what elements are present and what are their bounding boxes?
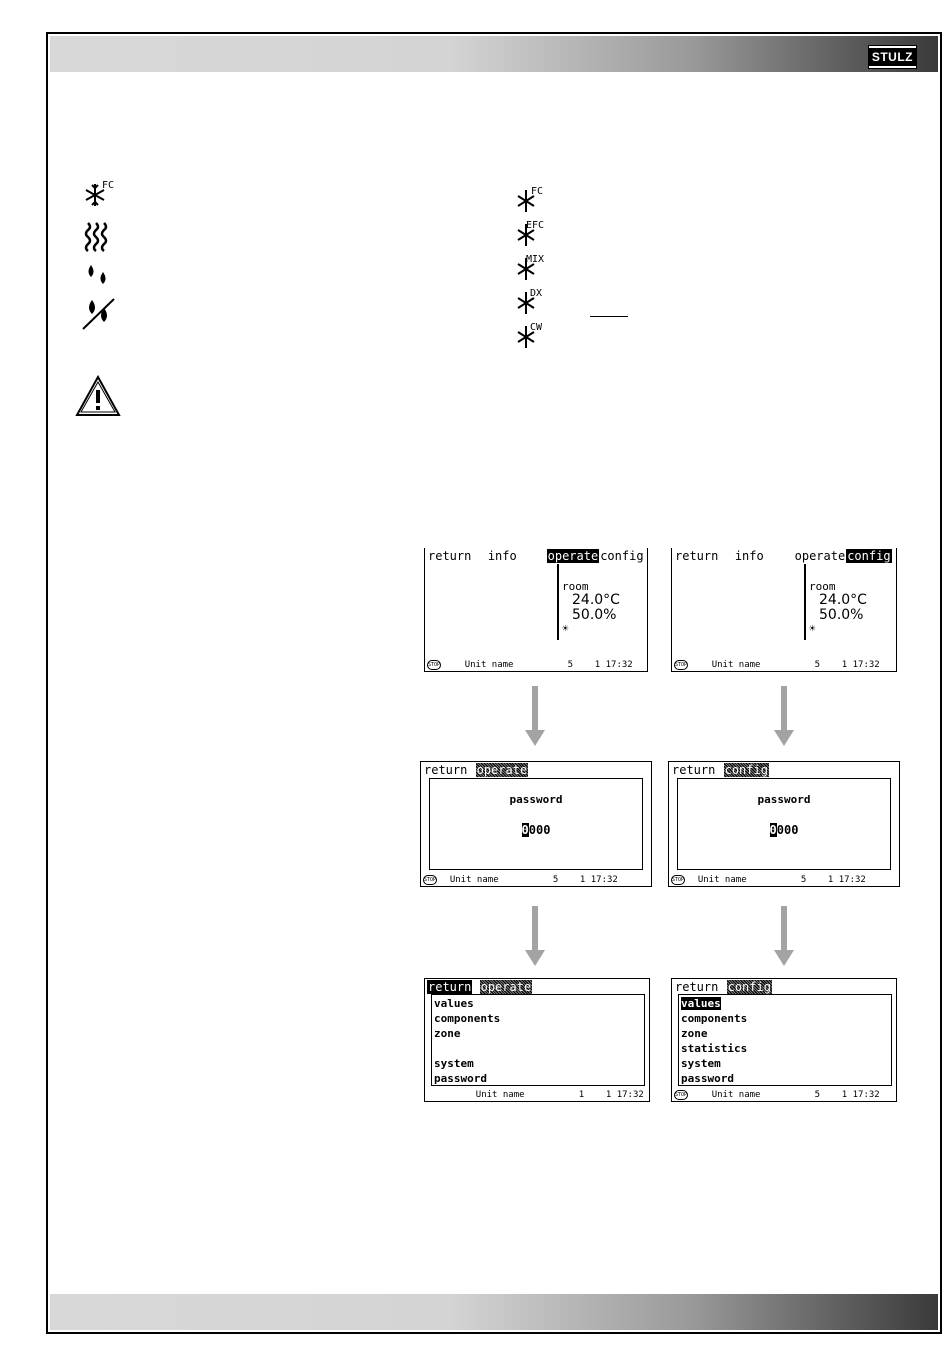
- mix-text: MIX: [526, 254, 545, 265]
- stop-icon: STOP: [428, 661, 441, 668]
- efc-text: EFC: [526, 220, 545, 231]
- snowflake-efc-icon: [514, 218, 554, 250]
- flow-arrow-down: [774, 686, 794, 746]
- temperature-value: 24.0°C: [572, 592, 620, 608]
- stulz-logo: STULZ: [869, 46, 916, 68]
- list-item-empty: [432, 1041, 644, 1056]
- status-bar: [674, 1089, 894, 1101]
- page-frame: [46, 32, 942, 1334]
- humidity-value: 50.0%: [572, 607, 617, 623]
- header-band: [50, 36, 938, 72]
- menu-info[interactable]: info: [734, 549, 764, 563]
- list-item-zone[interactable]: zone: [681, 1027, 708, 1040]
- menu-bar: [674, 548, 892, 564]
- cw-text: CW: [530, 322, 543, 333]
- list-item-password[interactable]: password: [681, 1072, 734, 1085]
- sun-icon: ☀: [809, 622, 816, 635]
- status-bar: [671, 874, 897, 886]
- footer-band: [50, 1294, 938, 1330]
- menu-operate[interactable]: operate: [547, 549, 599, 563]
- clock: 1 17:32: [605, 1090, 644, 1100]
- unit-name: Unit name: [711, 1090, 761, 1100]
- stop-icon: STOP: [424, 876, 437, 883]
- lcd-operate-password: [420, 761, 652, 887]
- lcd-config-menu: [671, 548, 897, 672]
- password-cursor-digit: 0: [769, 823, 777, 837]
- menu-list: [678, 994, 892, 1086]
- unit-name: Unit name: [464, 660, 514, 670]
- menu-config[interactable]: config: [727, 980, 771, 994]
- status-bar: [423, 874, 649, 886]
- snowflake-fc-icon: [82, 178, 122, 210]
- list-item-password[interactable]: password: [434, 1072, 487, 1085]
- password-cursor-digit: 0: [521, 823, 529, 837]
- unit-number: 5: [552, 875, 559, 885]
- snowflake-dx-icon: [514, 286, 554, 318]
- lcd-config-list: [671, 978, 897, 1102]
- warning-triangle-icon: [74, 374, 122, 418]
- sun-icon: ☀: [562, 622, 569, 635]
- menu-info[interactable]: info: [487, 549, 517, 563]
- separator-line: [804, 564, 806, 640]
- humidify-drops-icon: [84, 262, 114, 288]
- menu-operate[interactable]: operate: [480, 980, 532, 994]
- clock: 1 17:32: [841, 660, 880, 670]
- list-item-components[interactable]: components: [434, 1012, 501, 1025]
- dehumidify-drops-icon: [80, 296, 116, 332]
- clock: 1 17:32: [841, 1090, 880, 1100]
- room-readout: [809, 580, 867, 635]
- menu-return[interactable]: return: [424, 763, 468, 777]
- menu-config[interactable]: config: [724, 763, 768, 777]
- fc-text: FC: [102, 180, 115, 191]
- room-readout: [562, 580, 620, 635]
- unit-name: Unit name: [697, 875, 747, 885]
- menu-bar: [423, 762, 528, 778]
- password-input[interactable]: [678, 823, 890, 837]
- list-item-statistics[interactable]: statistics: [681, 1042, 748, 1055]
- list-item-values[interactable]: [679, 996, 891, 1011]
- fc-text: FC: [531, 186, 544, 197]
- flow-arrow-down: [774, 906, 794, 968]
- room-label: room: [809, 580, 836, 593]
- unit-number: 5: [567, 660, 574, 670]
- password-digits: 000: [776, 823, 799, 837]
- clock: 1 17:32: [594, 660, 633, 670]
- password-box: [429, 778, 643, 870]
- status-bar: [427, 659, 645, 671]
- list-item-system[interactable]: system: [434, 1057, 474, 1070]
- flow-arrow-down: [525, 906, 545, 968]
- list-item-components[interactable]: components: [681, 1012, 748, 1025]
- menu-return[interactable]: return: [428, 549, 472, 563]
- menu-bar: [674, 979, 772, 995]
- menu-config[interactable]: config: [600, 549, 644, 563]
- status-bar: [427, 1089, 647, 1101]
- menu-operate[interactable]: operate: [794, 549, 846, 563]
- menu-bar: [671, 762, 769, 778]
- menu-config[interactable]: config: [847, 549, 891, 563]
- unit-name: Unit name: [449, 875, 499, 885]
- room-label: room: [562, 580, 589, 593]
- lcd-config-password: [668, 761, 900, 887]
- unit-name: Unit name: [475, 1090, 525, 1100]
- list-item-zone[interactable]: zone: [434, 1027, 461, 1040]
- lcd-operate-menu: [424, 548, 648, 672]
- password-digits: 000: [528, 823, 551, 837]
- dx-text: DX: [530, 288, 543, 299]
- list-item-values[interactable]: values: [434, 997, 474, 1010]
- snowflake-cw-icon: [514, 320, 554, 352]
- stop-icon: STOP: [675, 1091, 688, 1098]
- menu-operate[interactable]: operate: [476, 763, 528, 777]
- menu-bar: [427, 979, 532, 995]
- temperature-value: 24.0°C: [819, 592, 867, 608]
- lcd-operate-list: [424, 978, 650, 1102]
- unit-name: Unit name: [711, 660, 761, 670]
- unit-number: 5: [814, 660, 821, 670]
- unit-number: 5: [814, 1090, 821, 1100]
- list-item-system[interactable]: system: [681, 1057, 721, 1070]
- menu-bar: [427, 548, 645, 564]
- unit-number: 1: [578, 1090, 585, 1100]
- snowflake-mix-icon: [514, 252, 554, 284]
- password-label: password: [509, 793, 563, 806]
- humidity-value: 50.0%: [819, 607, 864, 623]
- password-box: [677, 778, 891, 870]
- snowflake-fc-icon: [514, 184, 550, 216]
- menu-return[interactable]: return: [675, 549, 719, 563]
- heating-waves-icon: [84, 220, 114, 254]
- status-bar: [674, 659, 894, 671]
- unit-number: 5: [800, 875, 807, 885]
- menu-return[interactable]: return: [672, 763, 716, 777]
- password-label: password: [757, 793, 811, 806]
- list-item-values-label: values: [681, 997, 721, 1010]
- clock: 1 17:32: [827, 875, 866, 885]
- menu-return[interactable]: return: [675, 980, 719, 994]
- menu-return[interactable]: return: [428, 980, 472, 994]
- menu-list: [431, 994, 645, 1086]
- flow-arrow-down: [525, 686, 545, 746]
- stop-icon: STOP: [672, 876, 685, 883]
- stop-icon: STOP: [675, 661, 688, 668]
- divider-line: [590, 316, 628, 317]
- password-input[interactable]: [430, 823, 642, 837]
- separator-line: [557, 564, 559, 640]
- clock: 1 17:32: [579, 875, 618, 885]
